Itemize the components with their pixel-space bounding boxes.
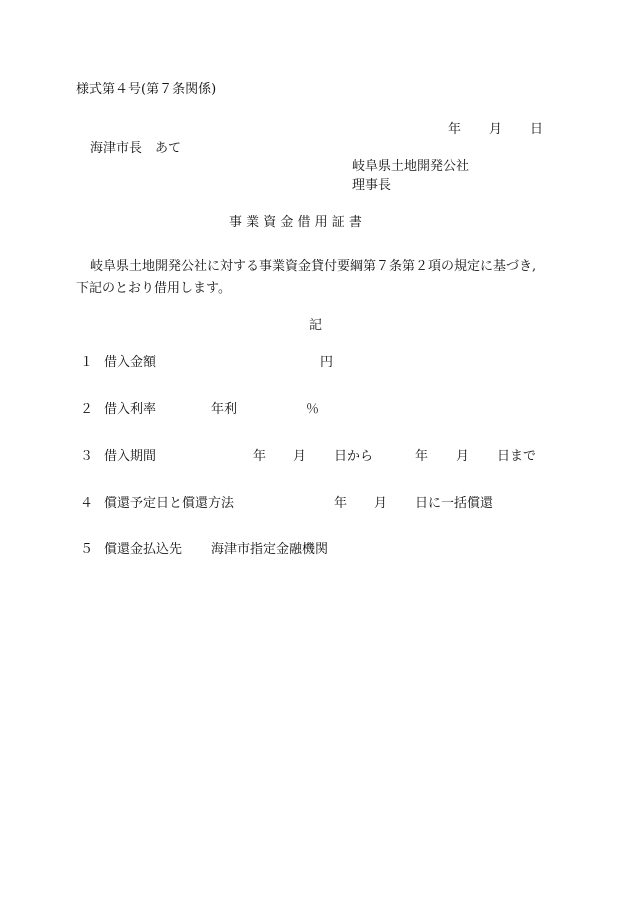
annual-rate-prefix: 年利 <box>211 402 238 417</box>
end-year: 年 <box>415 449 429 464</box>
item-number: ３ <box>80 449 94 464</box>
body-text-line1: 岐阜県土地開発公社に対する事業資金貸付要綱第７条第２項の規定に基づき, <box>90 259 537 274</box>
item-label: 借入金額 <box>104 355 157 370</box>
item-label: 償還予定日と償還方法 <box>104 496 235 511</box>
item-number: ５ <box>80 542 94 557</box>
yen-unit: 円 <box>320 355 334 370</box>
document-title: 事 業 資 金 借 用 証 書 <box>229 215 362 230</box>
repay-day: 日に一括償還 <box>415 496 494 511</box>
addressee: 海津市長 あて <box>90 141 182 156</box>
item-label: 借入期間 <box>104 449 157 464</box>
issuer-title: 理事長 <box>352 178 392 193</box>
end-month: 月 <box>456 449 470 464</box>
start-year: 年 <box>253 449 267 464</box>
repay-month: 月 <box>374 496 388 511</box>
item-label: 償還金払込先 <box>104 542 183 557</box>
start-day: 日から <box>334 449 374 464</box>
item-number: ４ <box>80 496 94 511</box>
date-year: 年 <box>448 122 462 137</box>
ki-heading: 記 <box>309 318 323 333</box>
date-day: 日 <box>530 122 544 137</box>
end-day: 日まで <box>497 449 537 464</box>
repay-year: 年 <box>334 496 348 511</box>
body-text-line2: 下記のとおり借用します。 <box>76 281 231 296</box>
date-month: 月 <box>489 122 503 137</box>
item-number: ２ <box>80 402 94 417</box>
item-number: １ <box>80 355 94 370</box>
form-label: 様式第４号(第７条関係) <box>76 82 217 97</box>
issuer-org: 岐阜県土地開発公社 <box>352 159 470 174</box>
item-label: 借入利率 <box>104 402 157 417</box>
payment-destination-value: 海津市指定金融機関 <box>211 542 329 557</box>
percent-unit: ％ <box>306 402 320 417</box>
start-month: 月 <box>293 449 307 464</box>
